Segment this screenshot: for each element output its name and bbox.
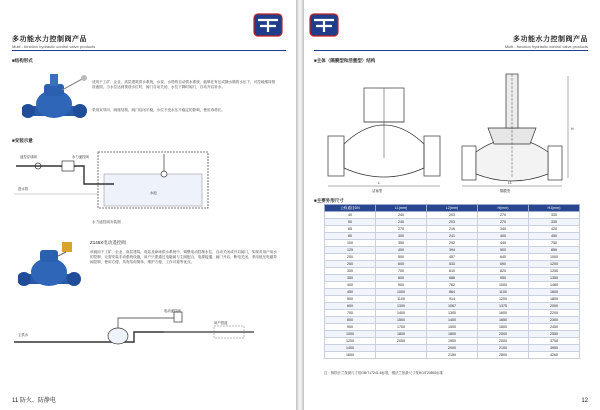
table-cell: 270 [478, 219, 529, 226]
table-cell: 1400 [376, 310, 427, 317]
table-cell: 1800 [376, 331, 427, 338]
table-cell: 1600 [325, 352, 376, 359]
table-cell: 1700 [376, 324, 427, 331]
table-cell: 4260 [529, 352, 580, 359]
table-row [325, 240, 580, 247]
table-cell: 1600 [529, 289, 580, 296]
section-main-heading: ■主体（隔膜型和活塞型）结构 [314, 58, 376, 63]
table-cell: 1000 [325, 331, 376, 338]
table-cell: 1500 [427, 324, 478, 331]
table-cell: 2150 [427, 352, 478, 359]
table-cell: 2050 [376, 338, 427, 345]
table-cell: 200 [325, 254, 376, 261]
table-cell: 1000 [529, 254, 580, 261]
table-row [325, 331, 580, 338]
table-cell: 203 [427, 219, 478, 226]
table-cell: 40 [325, 212, 376, 219]
table-cell: 240 [376, 219, 427, 226]
table-header-cell: L2(mm) [427, 205, 478, 212]
label-diaphragm-type: 隔膜型 [500, 189, 511, 193]
description-1: 适用于工矿、企业、高层建筑供水系统，水泵、水塔的自动供水系统，能够在有压或静水箱的水压下，可控地维持预设液面，当水位达到预设水位时，阀门自动关闭，水位下降时阀门，自动开启补水。 [92, 80, 276, 89]
table-cell: 3750 [529, 338, 580, 345]
table-cell: 65 [325, 226, 376, 233]
table-cell: 500 [376, 254, 427, 261]
dim-L: L [378, 181, 380, 185]
table-cell: 533 [427, 261, 478, 268]
label-piston-type: 活塞型 [372, 189, 383, 193]
table-cell: 820 [478, 268, 529, 275]
table-cell: 1460 [529, 282, 580, 289]
label-pilot: 遥控浮球阀 [20, 155, 37, 159]
label-electric-valve: 电动遥控阀 [164, 309, 181, 313]
table-cell: 270 [376, 226, 427, 233]
table-row [325, 247, 580, 254]
table-cell: 686 [427, 275, 478, 282]
table-cell: 450 [529, 233, 580, 240]
table-cell: 762 [427, 282, 478, 289]
table-cell: 1300 [427, 310, 478, 317]
diagram-1-caption: 水力遥控阀安装图 [92, 220, 121, 224]
table-row [325, 338, 580, 345]
table-cell: 50 [325, 219, 376, 226]
table-cell: 2200 [529, 310, 580, 317]
table-cell: 2800 [478, 352, 529, 359]
table-cell: 1200 [529, 261, 580, 268]
table-cell: 250 [325, 261, 376, 268]
table-cell: 900 [376, 282, 427, 289]
table-cell: 2550 [529, 331, 580, 338]
table-cell: 1250 [529, 268, 580, 275]
table-cell: 1300 [376, 303, 427, 310]
page-subtitle: Multi - function hydraulic control valve products [12, 44, 96, 49]
label-valve: 水力遥控阀 [72, 155, 89, 159]
table-cell: 203 [427, 212, 478, 219]
table-cell: 1375 [478, 303, 529, 310]
table-cell: 1000 [478, 282, 529, 289]
book-gutter [296, 0, 304, 410]
page-title-right: 多功能水力控制阀产品 [513, 36, 588, 43]
label-user-pipe: 用户管道 [214, 321, 228, 325]
dim-L1: L1 [508, 181, 512, 185]
table-cell: 400 [325, 282, 376, 289]
table-cell: 80 [325, 233, 376, 240]
table-cell [376, 345, 427, 352]
table-note: 注：铸铁法兰按最尺寸按GB/T17241.6标准，钢法兰按最尺寸按HG/T20592标准 [324, 371, 444, 375]
table-cell: 1800 [427, 331, 478, 338]
table-cell: 2450 [529, 324, 580, 331]
table-cell: 216 [427, 226, 478, 233]
table-header-cell: 公称通径DN [325, 205, 376, 212]
table-cell: 1500 [376, 317, 427, 324]
remote-float-valve-photo [22, 70, 88, 130]
table-cell: 400 [376, 247, 427, 254]
table-cell: 420 [529, 226, 580, 233]
table-cell: 1200 [478, 296, 529, 303]
install-diagram-2 [14, 306, 264, 366]
table-cell: 300 [325, 268, 376, 275]
left-page-footer: 11 防火、防静电 [12, 398, 56, 404]
table-cell: 330 [529, 219, 580, 226]
table-header-row [325, 205, 580, 212]
table-cell: 900 [325, 324, 376, 331]
table-cell: 600 [325, 303, 376, 310]
page-title: 多功能水力控制阀产品 [12, 36, 87, 43]
table-cell: 1350 [529, 275, 580, 282]
table-row [325, 268, 580, 275]
table-cell: 270 [478, 212, 529, 219]
table-cell: 500 [325, 296, 376, 303]
table-cell: 100 [325, 240, 376, 247]
table-cell: 2000 [529, 303, 580, 310]
table-row [325, 324, 580, 331]
electric-remote-valve-photo [18, 236, 82, 296]
table-cell: 125 [325, 247, 376, 254]
table-cell: 950 [478, 275, 529, 282]
table-row [325, 226, 580, 233]
label-supply: 主供水 [18, 333, 29, 337]
label-tank: 水池 [150, 191, 157, 195]
table-cell: 610 [427, 268, 478, 275]
table-cell: 1000 [376, 289, 427, 296]
right-page [304, 0, 600, 410]
table-cell: 350 [376, 240, 427, 247]
table-body [325, 212, 580, 359]
piston-type-drawing [328, 88, 440, 193]
table-row [325, 345, 580, 352]
table-cell: 400 [478, 233, 529, 240]
table-cell [376, 352, 427, 359]
table-row [325, 254, 580, 261]
table-cell: 750 [529, 240, 580, 247]
section-structure-heading: ■结构形式 [12, 58, 33, 63]
valve-cross-section-drawings [316, 66, 592, 194]
table-cell: 500 [478, 247, 529, 254]
table-row [325, 289, 580, 296]
table-header-cell: L1(mm) [376, 205, 427, 212]
table-row [325, 352, 580, 359]
table-cell: 1600 [478, 310, 529, 317]
table-header-cell: H(mm) [478, 205, 529, 212]
table-row [325, 296, 580, 303]
table-row [325, 303, 580, 310]
header-rule [12, 50, 286, 51]
brand-emblem-icon [240, 12, 296, 40]
table-row [325, 317, 580, 324]
left-page [0, 0, 296, 410]
table-cell: 2100 [478, 345, 529, 352]
table-cell: 800 [376, 275, 427, 282]
table-cell: 640 [478, 254, 529, 261]
table-row [325, 310, 580, 317]
table-cell: 350 [325, 275, 376, 282]
table-cell: 1067 [427, 303, 478, 310]
page-subtitle-right: Multi - function hydraulic control valve products [504, 44, 588, 49]
table-row [325, 233, 580, 240]
table-cell: 1400 [325, 345, 376, 352]
table-cell: 457 [427, 254, 478, 261]
table-cell: 1400 [427, 317, 478, 324]
product-2-name: Z145X电动遥控阀 [90, 240, 126, 245]
table-cell: 300 [376, 233, 427, 240]
table-cell: 3950 [529, 345, 580, 352]
table-cell: 1900 [427, 338, 478, 345]
table-cell: 330 [529, 212, 580, 219]
table-cell: 1200 [325, 338, 376, 345]
table-cell: 700 [325, 310, 376, 317]
table-cell: 1800 [529, 296, 580, 303]
description-2: 该阀用于工矿、企业、高层建筑，电站及商场供水系统中，调整电动控制水位，自动关闭或开启阀门，实现对用户用水的控制，无需安装手动系统设施，用户只需通过电磁阀与主阀配合，电源接通，阀门开启，断电关闭，采用低压电磁导阀控制，使用方便，具有结构简单、维护方便、工作可靠等优点。 [90, 250, 277, 264]
description-1b: 采用双导向、阀座结构，阀门启闭平稳，水位不受水压不稳定的影响，使用寿命长。 [92, 108, 225, 112]
section-install-heading: ■安装示意 [12, 138, 33, 143]
table-cell: 605 [376, 261, 427, 268]
table-cell: 440 [478, 240, 529, 247]
dim-H: H [571, 127, 574, 131]
table-cell: 450 [325, 289, 376, 296]
label-inlet: 进水管 [18, 187, 29, 191]
table-cell: 2000 [478, 331, 529, 338]
table-cell: 1100 [478, 289, 529, 296]
table-cell: 2000 [427, 345, 478, 352]
header-rule-right [314, 50, 588, 51]
install-diagram-1 [14, 144, 214, 218]
table-cell: 2300 [529, 317, 580, 324]
table-cell: 340 [478, 226, 529, 233]
table-row [325, 282, 580, 289]
table-cell: 241 [427, 233, 478, 240]
table-cell: 1650 [478, 317, 529, 324]
table-header-cell: H1(mm) [529, 205, 580, 212]
table-cell: 1100 [376, 296, 427, 303]
table-row [325, 212, 580, 219]
section-dims-heading: ■主要外形尺寸 [314, 198, 344, 203]
table-cell: 1800 [478, 324, 529, 331]
dimension-table [324, 204, 580, 359]
right-page-footer: 12 [581, 398, 588, 404]
table-row [325, 275, 580, 282]
table-row [325, 219, 580, 226]
table-cell: 240 [376, 212, 427, 219]
table-cell: 292 [427, 240, 478, 247]
table-cell: 864 [427, 289, 478, 296]
table-row [325, 261, 580, 268]
brand-emblem-right-icon [308, 12, 348, 40]
table-cell: 914 [427, 296, 478, 303]
table-cell: 850 [529, 247, 580, 254]
table-cell: 394 [427, 247, 478, 254]
table-cell: 800 [325, 317, 376, 324]
table-cell: 690 [478, 261, 529, 268]
table-cell: 2000 [478, 338, 529, 345]
diaphragm-type-drawing [462, 74, 574, 193]
table-cell: 700 [376, 268, 427, 275]
